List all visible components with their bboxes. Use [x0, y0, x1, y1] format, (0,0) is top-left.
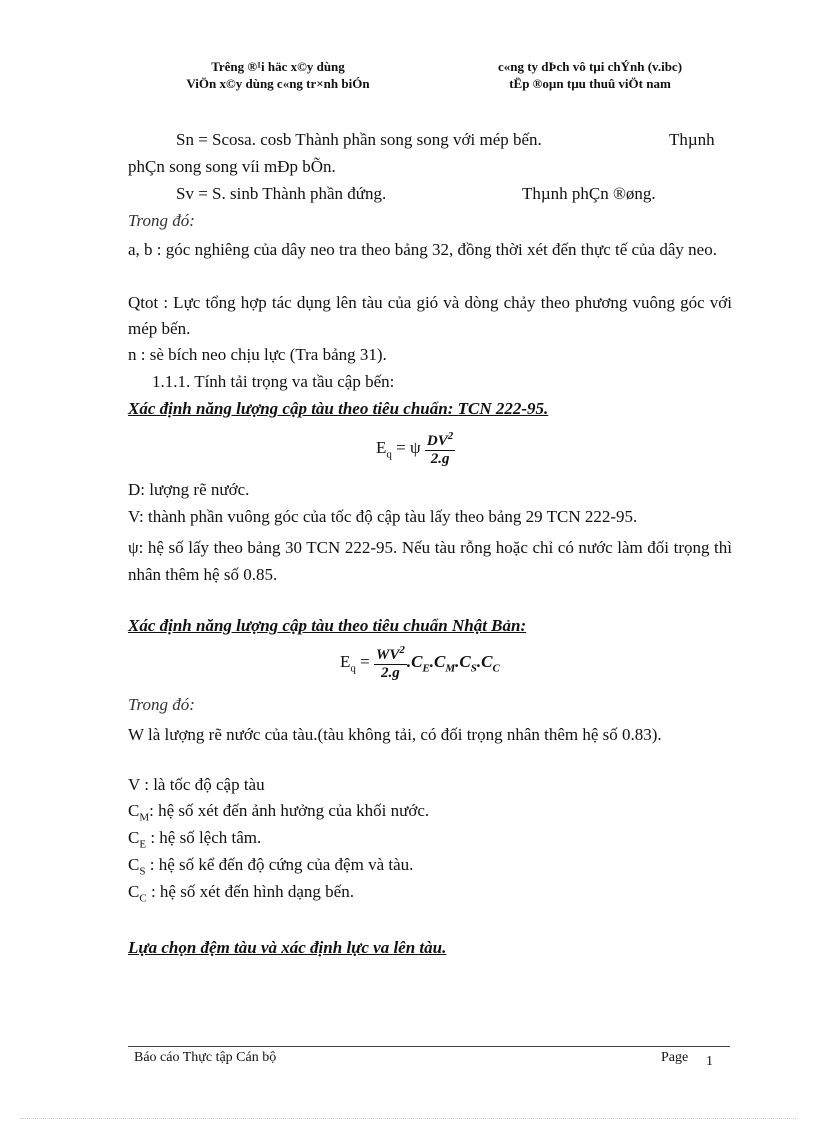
footer-title: Báo cáo Thực tập Cán bộ: [134, 1050, 277, 1065]
formula1-num: DV: [426, 433, 448, 449]
trong-do-label-1: Trong đó:: [128, 211, 195, 230]
cs-description: $C_S$ : hệ số kể đến độ cứng của đệm và tàu.: [128, 855, 414, 878]
formula1-lhs: E: [376, 437, 387, 457]
section-1-1-1: 1.1.1. Tính tải trọng va tầu cập bến:: [152, 372, 395, 391]
heading-fender-selection: Lựa chọn đệm tàu và xác định lực va lên tàu.: [128, 938, 447, 957]
header-left: [128, 58, 428, 92]
header-right-line1: c«ng ty dÞch vô tµi chÝnh (v.ibc): [497, 59, 683, 74]
psi-description: ψ: hệ số lấy theo bảng 30 TCN 222-95. Nếu tàu rỗng hoặc chỉ có nước làm đối trọng thì nhân thêm hệ số 0.85.: [128, 538, 732, 584]
formula2-lhs: E: [340, 651, 351, 671]
sv-formula-line: Sv = S. sinb Thành phần đứng.: [176, 184, 387, 203]
sn-tail: Thµnh: [669, 130, 715, 149]
header-left-line1: Trêng ®¹i häc x©y dùng: [211, 59, 345, 74]
n-description: n : sè bích neo chịu lực (Tra bảng 31).: [128, 345, 387, 364]
heading-tcn-standard: Xác định năng lượng cập tàu theo tiêu chuẩn: TCN 222-95.: [128, 399, 549, 418]
v-description: V: thành phần vuông góc của tốc độ cập tàu lấy theo bảng 29 TCN 222-95.: [128, 507, 638, 526]
footer-page-number: 1: [706, 1054, 713, 1069]
formula1-coef: ψ: [409, 437, 421, 457]
heading-japan-standard: Xác định năng lượng cập tàu theo tiêu chuẩn Nhật Bản:: [128, 616, 527, 635]
sn-formula-line: Sn = Scosa. cosb Thành phần song song với mép bến.: [176, 130, 542, 149]
header-right-line2: tËp ®oµn tµu thuû viÖt nam: [509, 76, 671, 91]
header-left-line2: ViÖn x©y dùng c«ng tr×nh biÓn: [186, 76, 370, 91]
v-speed-description: V : là tốc độ cập tàu: [128, 775, 265, 794]
formula-tcn: [376, 430, 455, 468]
formula2-fraction: [374, 644, 407, 682]
formula1-eq: =: [391, 437, 410, 457]
formula1-fraction: [425, 430, 455, 468]
d-description: D: lượng rẽ nước.: [128, 480, 250, 499]
cm-description: $C_M$: hệ số xét đến ảnh hưởng của khối nước.: [128, 801, 430, 824]
trong-do-label-2: Trong đó:: [128, 695, 195, 714]
cc-description: $C_C$ : hệ số xét đến hình dạng bến.: [128, 882, 354, 905]
formula1-num-sup: 2: [447, 430, 454, 442]
formula2-lhs-sub: q: [350, 662, 356, 675]
formula1-den: 2.g: [430, 451, 450, 467]
formula2-den: 2.g: [381, 665, 400, 681]
page-bottom-border: [20, 1118, 796, 1119]
header-right: [470, 58, 710, 92]
formula2-factors: $.C_E.C_M.C_S.C_C$: [406, 651, 500, 675]
formula2-num: WV: [375, 647, 400, 663]
formula2-eq: =: [355, 651, 374, 671]
footer-rule: [128, 1046, 730, 1047]
formula2-num-sup: 2: [399, 644, 405, 656]
sv-tail: Thµnh phÇn ®øng.: [522, 184, 656, 203]
footer-page-label: Page: [661, 1050, 689, 1065]
formula-japan: [340, 644, 500, 682]
ce-description: $C_E$ : hệ số lệch tâm.: [128, 828, 262, 851]
ab-description: a, b : góc nghiêng của dây neo tra theo bảng 32, đồng thời xét đến thực tế của dây neo.: [128, 240, 717, 259]
w-description: W là lượng rẽ nước của tàu.(tàu không tải, có đối trọng nhân thêm hệ số 0.83).: [128, 725, 662, 744]
qtot-description: Qtot : Lực tổng hợp tác dụng lên tàu của gió và dòng chảy theo phương vuông góc với mép bến.: [128, 293, 732, 338]
sn-line2: phÇn song song víi mÐp bÕn.: [128, 157, 336, 176]
formula1-lhs-sub: q: [386, 448, 392, 461]
